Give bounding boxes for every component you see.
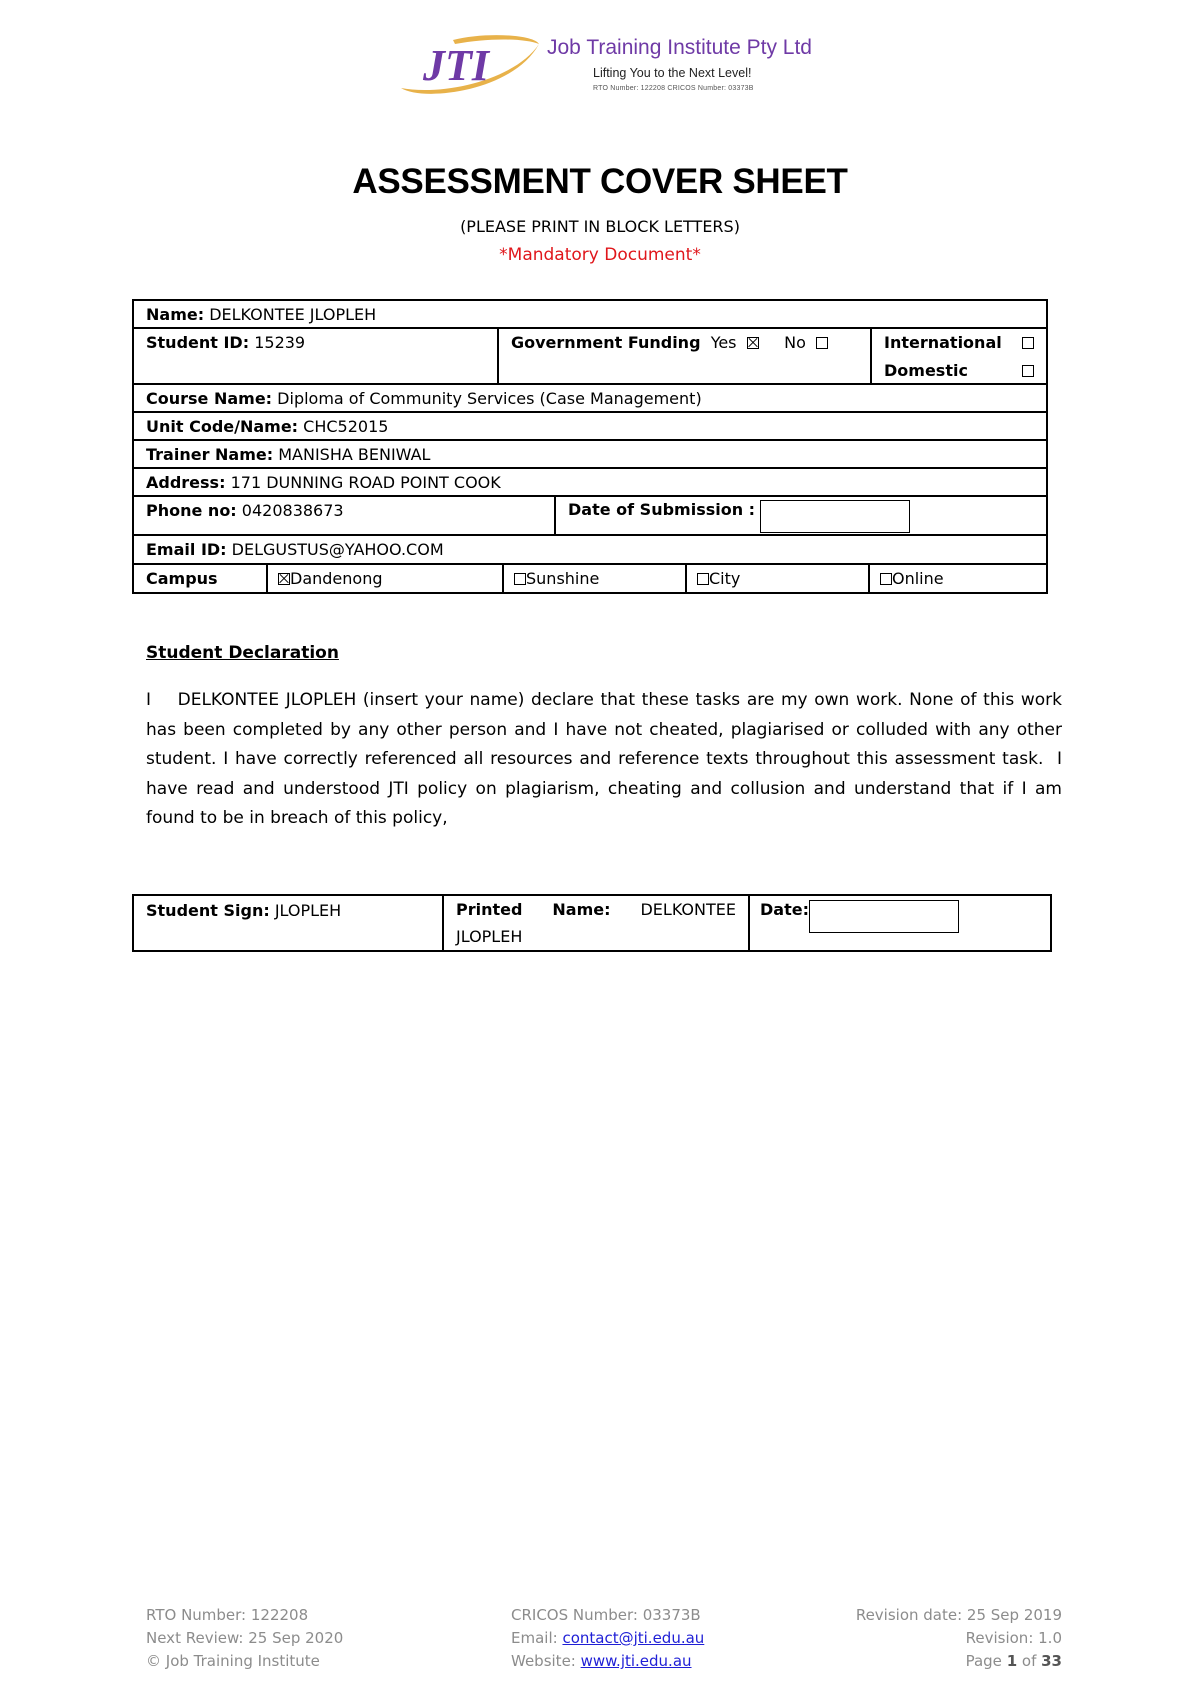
phone-value: 0420838673 xyxy=(241,501,344,520)
address-cell[interactable] xyxy=(134,469,1046,495)
page-subtitle: (PLEASE PRINT IN BLOCK LETTERS) xyxy=(460,217,740,236)
footer-cricos: CRICOS Number: 03373B xyxy=(511,1606,701,1624)
footer-page-label: Page xyxy=(965,1652,1007,1670)
footer-page-total: 33 xyxy=(1041,1652,1062,1670)
campus-label: Campus xyxy=(146,569,218,588)
student-id-label: Student ID: xyxy=(146,333,250,352)
footer-next-review: Next Review: 25 Sep 2020 xyxy=(146,1629,344,1647)
campus-option-dandenong[interactable] xyxy=(266,565,502,592)
funding-yes-checkbox[interactable] xyxy=(747,337,759,349)
trainer-cell[interactable] xyxy=(134,441,1046,467)
trainer-row xyxy=(134,441,1046,469)
unit-label: Unit Code/Name: xyxy=(146,417,299,436)
name-label: Name: xyxy=(146,305,205,324)
sign-date-label: Date: xyxy=(760,900,809,919)
jti-logo xyxy=(393,30,833,102)
footer-email-line xyxy=(511,1627,704,1650)
student-sign-label: Student Sign: xyxy=(146,901,270,920)
declaration-text: I DELKONTEE JLOPLEH (insert your name) declare that these tasks are my own work. None of this work has been completed by any other person and I have not cheated, plagiarised or colluded with any other student. I have correctly referenced all resources and reference texts throughout this assessment task. I have read and understood JTI policy on plagiarism, cheating and collusion and understand that if I am found to be in breach of this policy, xyxy=(146,690,1068,828)
footer-revision-date: Revision date: 25 Sep 2019 xyxy=(855,1606,1062,1624)
campus-option-city[interactable] xyxy=(685,565,868,592)
student-id-cell[interactable] xyxy=(134,329,497,383)
phone-label: Phone no: xyxy=(146,501,237,520)
footer-website-label: Website: xyxy=(511,1652,581,1670)
submission-date-input[interactable] xyxy=(760,500,910,533)
name-value: DELKONTEE JLOPLEH xyxy=(209,305,377,324)
funding-yes-label: Yes xyxy=(710,333,737,352)
campus-sunshine-label: Sunshine xyxy=(526,569,600,588)
signature-form xyxy=(132,894,1052,952)
footer-email-link[interactable]: contact@jti.edu.au xyxy=(562,1629,705,1647)
footer-copyright: © Job Training Institute xyxy=(146,1652,320,1670)
sign-date-input[interactable] xyxy=(809,900,959,933)
printed-name-label: Name: xyxy=(552,900,611,919)
company-name: Job Training Institute Pty Ltd xyxy=(547,36,812,59)
international-label: International xyxy=(884,333,1002,352)
student-id-value: 15239 xyxy=(254,333,306,352)
student-info-form xyxy=(132,299,1048,594)
phone-cell[interactable] xyxy=(134,497,554,534)
printed-name-value-last: JLOPLEH xyxy=(456,927,523,946)
campus-online-checkbox[interactable] xyxy=(880,573,892,585)
footer-email-label: Email: xyxy=(511,1629,563,1647)
campus-sunshine-checkbox[interactable] xyxy=(514,573,526,585)
footer-rto: RTO Number: 122208 xyxy=(146,1606,309,1624)
campus-option-online[interactable] xyxy=(868,565,1046,592)
footer-page-current: 1 xyxy=(1006,1652,1018,1670)
funding-no-label: No xyxy=(784,333,806,352)
printed-label: Printed xyxy=(456,900,523,919)
unit-row xyxy=(134,413,1046,441)
printed-name-value-first: DELKONTEE xyxy=(640,900,736,919)
trainer-label: Trainer Name: xyxy=(146,445,274,464)
domestic-checkbox[interactable] xyxy=(1022,365,1034,377)
footer-page-of: of xyxy=(1017,1652,1042,1670)
name-cell[interactable] xyxy=(134,301,1046,327)
company-tagline: Lifting You to the Next Level! xyxy=(593,66,752,80)
campus-city-checkbox[interactable] xyxy=(697,573,709,585)
page-title: ASSESSMENT COVER SHEET xyxy=(352,162,848,201)
course-row xyxy=(134,385,1046,413)
international-checkbox[interactable] xyxy=(1022,337,1034,349)
name-row xyxy=(134,301,1046,329)
email-row xyxy=(134,536,1046,565)
jti-swoosh-icon xyxy=(393,30,543,102)
campus-row xyxy=(134,565,1046,592)
footer-revision: Revision: 1.0 xyxy=(965,1629,1062,1647)
course-label: Course Name: xyxy=(146,389,273,408)
id-funding-row xyxy=(134,329,1046,385)
sign-date-cell xyxy=(748,896,1050,950)
footer-center xyxy=(511,1604,704,1673)
phone-submission-row xyxy=(134,497,1046,536)
trainer-value: MANISHA BENIWAL xyxy=(278,445,431,464)
campus-city-label: City xyxy=(709,569,741,588)
gov-funding-cell xyxy=(497,329,870,383)
campus-online-label: Online xyxy=(892,569,944,588)
student-sign-value: JLOPLEH xyxy=(274,901,342,920)
email-cell[interactable] xyxy=(134,536,1046,563)
student-sign-cell[interactable] xyxy=(134,896,442,950)
unit-value: CHC52015 xyxy=(303,417,389,436)
campus-label-cell xyxy=(134,565,266,592)
printed-name-cell[interactable] xyxy=(442,896,748,950)
footer-website-link[interactable]: www.jti.edu.au xyxy=(580,1652,692,1670)
course-cell[interactable] xyxy=(134,385,1046,411)
jti-logo-mark: JTI xyxy=(423,41,489,90)
submission-cell xyxy=(554,497,1046,534)
footer-page-number xyxy=(856,1650,1062,1673)
domestic-label: Domestic xyxy=(884,361,968,380)
address-label: Address: xyxy=(146,473,226,492)
registration-line: RTO Number: 122208 CRICOS Number: 03373B xyxy=(593,85,754,92)
footer-right xyxy=(856,1604,1062,1673)
campus-dandenong-label: Dandenong xyxy=(290,569,383,588)
campus-dandenong-checkbox[interactable] xyxy=(278,573,290,585)
email-label: Email ID: xyxy=(146,540,227,559)
address-value: 171 DUNNING ROAD POINT COOK xyxy=(230,473,501,492)
address-row xyxy=(134,469,1046,497)
gov-funding-label: Government Funding xyxy=(511,333,701,352)
residency-cell xyxy=(870,329,1046,383)
campus-option-sunshine[interactable] xyxy=(502,565,685,592)
footer-website-line xyxy=(511,1650,704,1673)
declaration-heading: Student Declaration xyxy=(146,643,339,663)
course-value: Diploma of Community Services (Case Management) xyxy=(277,389,702,408)
submission-label: Date of Submission : xyxy=(568,500,756,519)
funding-no-checkbox[interactable] xyxy=(816,337,828,349)
unit-cell[interactable] xyxy=(134,413,1046,439)
footer-left xyxy=(146,1604,343,1673)
mandatory-notice: *Mandatory Document* xyxy=(499,245,701,265)
email-value: DELGUSTUS@YAHOO.COM xyxy=(231,540,444,559)
